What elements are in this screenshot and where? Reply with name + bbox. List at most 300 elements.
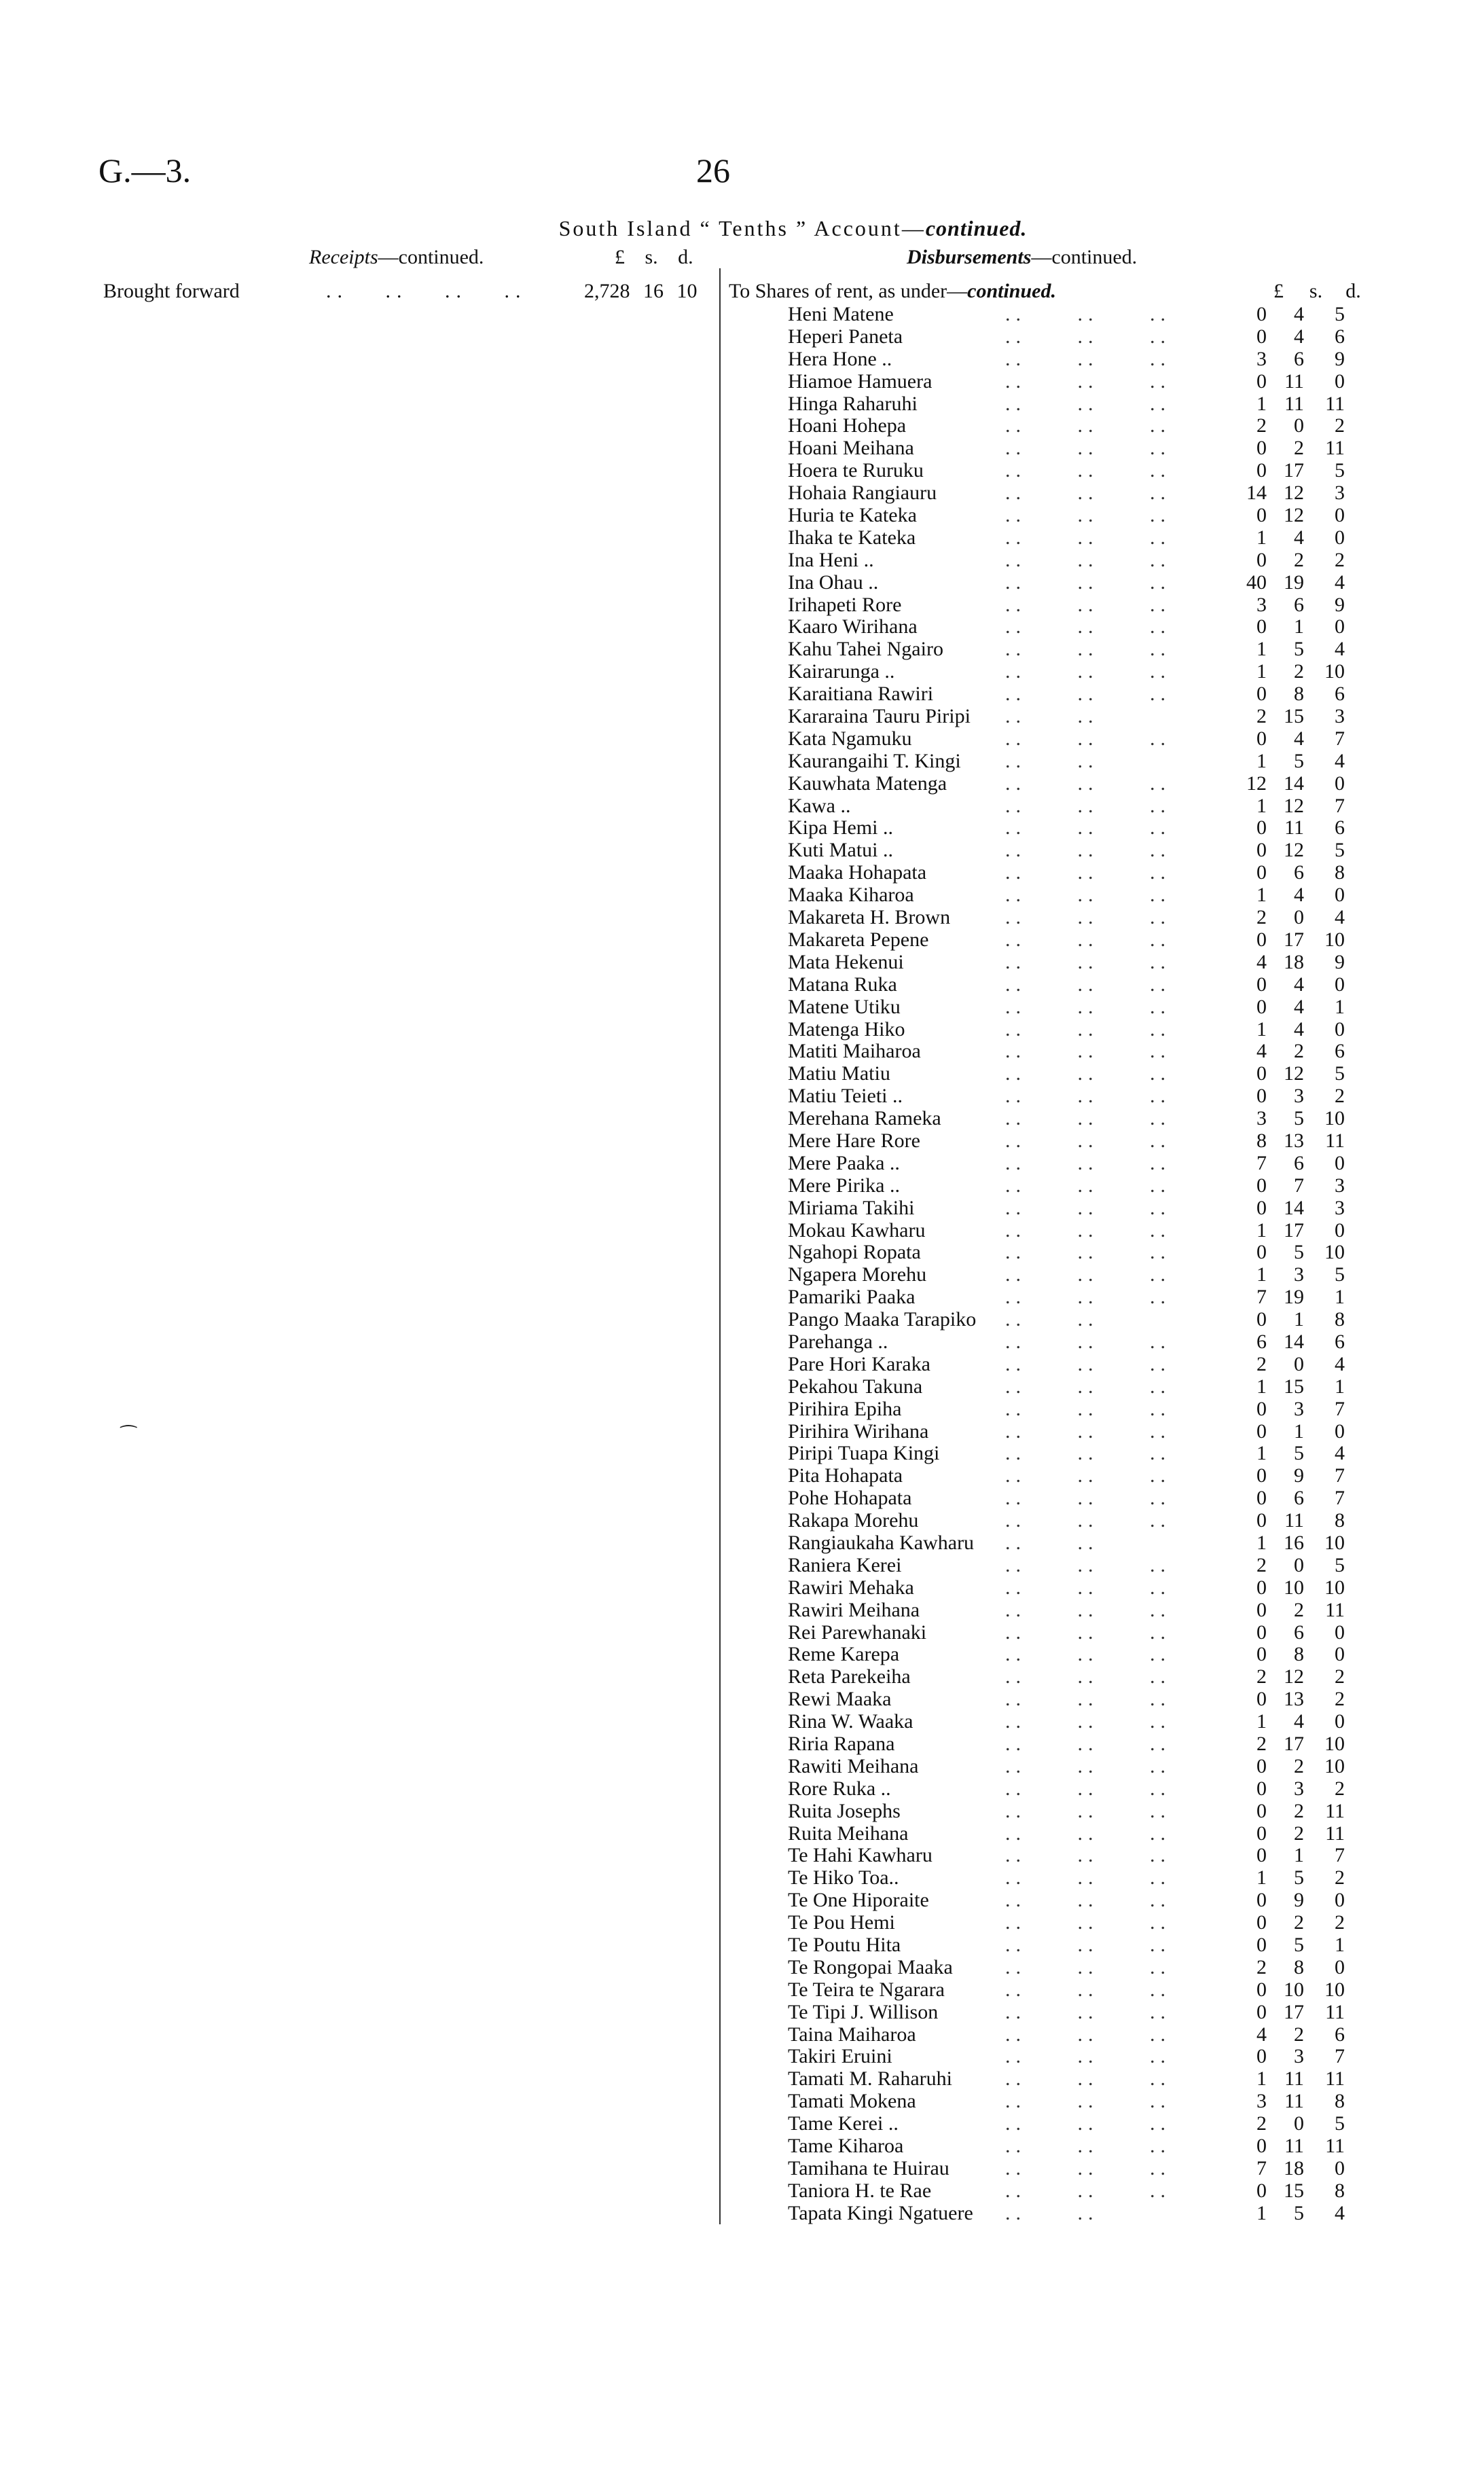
- pence-head: d.: [1345, 280, 1361, 302]
- table-row: [788, 1063, 1358, 1085]
- entry-name: Kahu Tahei Ngairo: [788, 638, 943, 661]
- leader-dots: .. .. ..: [1005, 884, 1171, 907]
- leader-dots: .. .. ..: [1005, 1196, 1171, 1219]
- shillings-value: 17: [1284, 1733, 1304, 1755]
- entry-name: Mere Pirika ..: [788, 1174, 900, 1197]
- shillings-value: 2: [1294, 1598, 1304, 1621]
- pence-value: 4: [1335, 906, 1345, 929]
- brought-forward-amount: 2,728 16 10: [584, 280, 698, 302]
- pounds-value: 7: [1256, 1151, 1267, 1174]
- table-row: [788, 616, 1358, 638]
- pounds-value: 0: [1256, 1576, 1267, 1599]
- table-row: [788, 1220, 1358, 1242]
- leader-dots: .. .. ..: [1005, 1576, 1171, 1599]
- shillings-value: 12: [1284, 839, 1304, 862]
- table-row: [788, 1153, 1358, 1175]
- table-row: [788, 1085, 1358, 1108]
- shillings-value: 11: [1284, 2135, 1304, 2158]
- leader-dots: .. .. ..: [1005, 1330, 1171, 1353]
- leader-dots: .. .. ..: [1005, 1754, 1171, 1777]
- pounds-value: 7: [1256, 2156, 1267, 2179]
- leader-dots: .. .. ..: [1005, 303, 1171, 325]
- leader-dots: .. .. ..: [1005, 638, 1171, 661]
- pounds-value: 3: [1256, 1107, 1267, 1130]
- entry-name: Ina Ohau ..: [788, 571, 879, 594]
- pounds-value: 1: [1256, 2067, 1267, 2091]
- entry-name: Tame Kiharoa: [788, 2135, 904, 2158]
- pounds-value: 0: [1256, 1196, 1267, 1219]
- leader-dots: .. .. ..: [1005, 861, 1171, 884]
- leader-dots: .. .. ..: [1005, 1085, 1171, 1108]
- entry-name: Makareta H. Brown: [788, 906, 951, 929]
- pounds-value: 2: [1256, 1955, 1267, 1978]
- shillings-value: 6: [1294, 347, 1304, 370]
- entry-name: Reme Karepa: [788, 1643, 900, 1666]
- leader-dots: .. .. ..: [1005, 727, 1171, 750]
- leader-dots: .. .. ..: [1005, 2045, 1171, 2068]
- shillings-value: 4: [1294, 1017, 1304, 1041]
- pence-value: 11: [1325, 437, 1345, 460]
- entry-name: Matana Ruka: [788, 973, 897, 996]
- entry-name: Pita Hohapata: [788, 1464, 903, 1487]
- shares-label-italic: continued.: [967, 280, 1056, 302]
- entry-name: Miriama Takihi: [788, 1196, 915, 1219]
- shillings-value: 5: [1294, 1866, 1304, 1889]
- stray-ink-mark: ⁀: [121, 1426, 137, 1447]
- pence-value: 0: [1335, 772, 1345, 795]
- shillings-value: 6: [1294, 1151, 1304, 1174]
- pence-value: 11: [1325, 1799, 1345, 1822]
- shares-label: [729, 280, 1056, 303]
- pence-value: 0: [1335, 884, 1345, 907]
- leader-dots: .. .. ..: [1005, 1487, 1171, 1510]
- pence-value: 6: [1335, 816, 1345, 839]
- shillings-value: 17: [1284, 1218, 1304, 1242]
- pence-value: 0: [1335, 1955, 1345, 1978]
- table-row: [788, 371, 1358, 393]
- leader-dots: .. .. ..: [1005, 347, 1171, 370]
- leader-dots: .. .. ..: [1005, 1397, 1171, 1420]
- leader-dots: .. .. ..: [1005, 1598, 1171, 1621]
- pounds-value: 0: [1256, 615, 1267, 638]
- table-row: [788, 1532, 1358, 1555]
- entry-name: Te Pou Hemi: [788, 1911, 895, 1934]
- pence-value: 4: [1335, 1352, 1345, 1375]
- table-row: [788, 2024, 1358, 2046]
- pounds-value: 0: [1256, 1934, 1267, 1957]
- leader-dots: .. .. ..: [1005, 615, 1171, 638]
- pounds-value: 0: [1256, 2045, 1267, 2068]
- pounds-value: 1: [1256, 1442, 1267, 1465]
- leader-dots: .. .. ..: [1005, 2179, 1171, 2202]
- shillings-value: 1: [1294, 1419, 1304, 1443]
- pence-value: 11: [1325, 392, 1345, 415]
- pounds-value: 0: [1256, 2179, 1267, 2202]
- leader-dots: .. .. ..: [1005, 1017, 1171, 1041]
- leader-dots: .. .. ..: [1005, 2112, 1171, 2135]
- pence-value: 2: [1335, 1085, 1345, 1108]
- shillings-value: 9: [1294, 1889, 1304, 1912]
- shillings-value: 15: [1284, 1375, 1304, 1398]
- table-row: [788, 1666, 1358, 1688]
- leader-dots: .. .. ..: [1005, 437, 1171, 460]
- leader-dots: .. .. ..: [1005, 1286, 1171, 1309]
- leader-dots: .. .. ..: [1005, 1241, 1171, 1264]
- entry-name: Hohaia Rangiauru: [788, 482, 937, 505]
- shillings-value: 14: [1284, 1330, 1304, 1353]
- shillings-value: 1: [1294, 1844, 1304, 1867]
- entry-name: Kuti Matui ..: [788, 839, 893, 862]
- pence-value: 2: [1335, 1688, 1345, 1711]
- leader-dots: .. .. ..: [1005, 1263, 1171, 1286]
- table-row: [788, 482, 1358, 505]
- pence-value: 3: [1335, 705, 1345, 728]
- pounds-value: 0: [1256, 1889, 1267, 1912]
- pence-value: 7: [1335, 1397, 1345, 1420]
- shillings-value: 4: [1294, 884, 1304, 907]
- entry-name: Kararaina Tauru Piripi: [788, 705, 971, 728]
- shillings-value: 12: [1284, 504, 1304, 527]
- table-row: [788, 1957, 1358, 1979]
- pence-value: 0: [1335, 526, 1345, 549]
- pounds-head: £: [1273, 280, 1284, 302]
- shillings-value: 2: [1294, 1799, 1304, 1822]
- pounds-value: 0: [1256, 1643, 1267, 1666]
- pounds-value: 0: [1256, 1397, 1267, 1420]
- table-row: [788, 884, 1358, 907]
- table-row: [788, 683, 1358, 706]
- pence-value: 7: [1335, 1844, 1345, 1867]
- table-row: [788, 1242, 1358, 1264]
- entry-name: Ruita Meihana: [788, 1822, 909, 1845]
- leader-dots: .. .. ..: [1005, 928, 1171, 951]
- leader-dots: .. .. ..: [1005, 1509, 1171, 1532]
- shillings-value: 0: [1294, 1553, 1304, 1576]
- pence-value: 5: [1335, 303, 1345, 325]
- pence-value: 5: [1335, 2112, 1345, 2135]
- pence-value: 6: [1335, 325, 1345, 348]
- shillings-value: 8: [1294, 683, 1304, 706]
- shillings-value: 6: [1294, 1621, 1304, 1644]
- table-row: [788, 1443, 1358, 1465]
- brought-forward-dots: .. .. .. ..: [326, 280, 527, 302]
- table-row: [788, 1331, 1358, 1354]
- leader-dots: .. .. ..: [1005, 995, 1171, 1018]
- shillings-value: 10: [1284, 1576, 1304, 1599]
- leader-dots: .. .. ..: [1005, 1710, 1171, 1733]
- table-row: [788, 1778, 1358, 1801]
- leader-dots: .. .. ..: [1005, 593, 1171, 616]
- entry-name: Reta Parekeiha: [788, 1665, 911, 1688]
- entry-name: Pamariki Paaka: [788, 1286, 916, 1309]
- pence-value: 7: [1335, 727, 1345, 750]
- leader-dots: .. ..: [1005, 1308, 1099, 1331]
- entry-name: Pirihira Epiha: [788, 1397, 902, 1420]
- entry-name: Ngapera Morehu: [788, 1263, 927, 1286]
- pounds-value: 8: [1256, 1129, 1267, 1152]
- shillings-value: 0: [1294, 1352, 1304, 1375]
- pence-value: 0: [1335, 1017, 1345, 1041]
- entry-name: Raniera Kerei: [788, 1553, 902, 1576]
- entry-name: Rawiti Meihana: [788, 1754, 919, 1777]
- table-row: [788, 2180, 1358, 2203]
- entry-name: Piripi Tuapa Kingi: [788, 1442, 940, 1465]
- pence-value: 2: [1335, 1665, 1345, 1688]
- pounds-value: 0: [1256, 2000, 1267, 2023]
- shillings-value: 2: [1294, 1822, 1304, 1845]
- entry-name: Kata Ngamuku: [788, 727, 912, 750]
- entry-name: Ngahopi Ropata: [788, 1241, 921, 1264]
- receipts-heading: [309, 246, 484, 269]
- table-row: [788, 1756, 1358, 1778]
- pounds-value: 6: [1256, 1330, 1267, 1353]
- table-row: [788, 1733, 1358, 1756]
- leader-dots: .. .. ..: [1005, 2135, 1171, 2158]
- leader-dots: .. .. ..: [1005, 1911, 1171, 1934]
- table-row: [788, 437, 1358, 460]
- pounds-value: 2: [1256, 1733, 1267, 1755]
- leader-dots: .. .. ..: [1005, 1129, 1171, 1152]
- table-row: [788, 1421, 1358, 1443]
- pounds-value: 0: [1256, 816, 1267, 839]
- table-row: [788, 1398, 1358, 1421]
- leader-dots: .. .. ..: [1005, 683, 1171, 706]
- leader-dots: .. .. ..: [1005, 816, 1171, 839]
- pounds-value: 0: [1256, 459, 1267, 482]
- table-row: [788, 1555, 1358, 1577]
- table-row: [788, 952, 1358, 974]
- leader-dots: .. .. ..: [1005, 459, 1171, 482]
- pounds-value: 1: [1256, 1017, 1267, 1041]
- pounds-value: 0: [1256, 1777, 1267, 1800]
- leader-dots: .. .. ..: [1005, 1352, 1171, 1375]
- pence-value: 11: [1325, 1822, 1345, 1845]
- table-row: [788, 594, 1358, 617]
- shillings-value: 5: [1294, 1107, 1304, 1130]
- table-row: [788, 1108, 1358, 1130]
- entry-name: Mokau Kawharu: [788, 1218, 926, 1242]
- leader-dots: .. .. ..: [1005, 1777, 1171, 1800]
- pence-value: 4: [1335, 571, 1345, 594]
- pounds-value: 0: [1256, 1754, 1267, 1777]
- pence-value: 1: [1335, 1375, 1345, 1398]
- pounds-value: 1: [1256, 1710, 1267, 1733]
- page-title: [0, 216, 1484, 241]
- table-row: [788, 1644, 1358, 1666]
- shillings-value: 0: [1294, 414, 1304, 437]
- pounds-value: 2: [1256, 705, 1267, 728]
- pence-value: 7: [1335, 1464, 1345, 1487]
- entry-name: Pirihira Wirihana: [788, 1419, 929, 1443]
- table-row: [788, 1264, 1358, 1286]
- table-row: [788, 1309, 1358, 1331]
- table-row: [788, 1934, 1358, 1957]
- table-row: [788, 527, 1358, 549]
- table-row: [788, 907, 1358, 929]
- entry-name: Te Rongopai Maaka: [788, 1955, 953, 1978]
- pence-value: 0: [1335, 1889, 1345, 1912]
- pence-value: 3: [1335, 1174, 1345, 1197]
- pence-value: 0: [1335, 1643, 1345, 1666]
- leader-dots: .. .. ..: [1005, 482, 1171, 505]
- entry-name: Parehanga ..: [788, 1330, 888, 1353]
- entry-name: Ihaka te Kateka: [788, 526, 916, 549]
- pence-value: 10: [1324, 1531, 1345, 1554]
- shillings-value: 3: [1294, 1777, 1304, 1800]
- table-row: [788, 706, 1358, 728]
- shillings-value: 2: [1294, 660, 1304, 683]
- pence-value: 10: [1324, 1107, 1345, 1130]
- pounds-value: 0: [1256, 839, 1267, 862]
- pence-value: 10: [1324, 1754, 1345, 1777]
- shillings-value: 17: [1284, 928, 1304, 951]
- table-row: [788, 304, 1358, 326]
- table-row: [788, 505, 1358, 527]
- entry-name: Matenga Hiko: [788, 1017, 905, 1041]
- pounds-value: 3: [1256, 593, 1267, 616]
- pounds-value: 0: [1256, 861, 1267, 884]
- pence-value: 0: [1335, 504, 1345, 527]
- table-row: [788, 1599, 1358, 1622]
- leader-dots: .. .. ..: [1005, 1643, 1171, 1666]
- amount-column-heads: [1260, 280, 1372, 303]
- pounds-value: 1: [1256, 638, 1267, 661]
- leader-dots: .. .. ..: [1005, 1174, 1171, 1197]
- shillings-head: s.: [1309, 280, 1323, 302]
- shillings-value: 5: [1294, 638, 1304, 661]
- entry-name: Te Teira te Ngarara: [788, 1978, 945, 2001]
- leader-dots: .. .. ..: [1005, 1955, 1171, 1978]
- entry-name: Rawiri Mehaka: [788, 1576, 914, 1599]
- table-row: [788, 1041, 1358, 1063]
- entry-name: Kipa Hemi ..: [788, 816, 893, 839]
- leader-dots: .. .. ..: [1005, 1442, 1171, 1465]
- table-row: [788, 1354, 1358, 1376]
- entry-name: Hoani Hohepa: [788, 414, 907, 437]
- leader-dots: .. .. ..: [1005, 571, 1171, 594]
- shillings-value: 5: [1294, 1442, 1304, 1465]
- column-divider: [719, 268, 721, 2224]
- disbursements-heading: [907, 246, 1137, 269]
- entry-name: Taniora H. te Rae: [788, 2179, 932, 2202]
- leader-dots: .. .. ..: [1005, 392, 1171, 415]
- leader-dots: .. .. ..: [1005, 1621, 1171, 1644]
- pounds-value: 0: [1256, 1062, 1267, 1085]
- leader-dots: .. .. ..: [1005, 1822, 1171, 1845]
- entry-name: Matiu Teieti ..: [788, 1085, 903, 1108]
- pence-value: 3: [1335, 482, 1345, 505]
- leader-dots: .. .. ..: [1005, 1218, 1171, 1242]
- entry-name: Te Poutu Hita: [788, 1934, 901, 1957]
- pence-value: 11: [1325, 2067, 1345, 2091]
- table-row: [788, 1979, 1358, 2002]
- entry-name: Pare Hori Karaka: [788, 1352, 930, 1375]
- entry-name: Kauwhata Matenga: [788, 772, 947, 795]
- pence-value: 0: [1335, 1710, 1345, 1733]
- entry-name: Kaaro Wirihana: [788, 615, 918, 638]
- pounds-value: 0: [1256, 995, 1267, 1018]
- pounds-value: 0: [1256, 437, 1267, 460]
- pounds-value: 0: [1256, 303, 1267, 325]
- table-row: [788, 638, 1358, 661]
- table-row: [788, 773, 1358, 795]
- pence-value: 6: [1335, 2023, 1345, 2046]
- leader-dots: .. .. ..: [1005, 950, 1171, 973]
- leader-dots: .. .. ..: [1005, 2090, 1171, 2113]
- shillings-value: 3: [1294, 1263, 1304, 1286]
- entry-name: Rewi Maaka: [788, 1688, 892, 1711]
- pounds-value: 1: [1256, 1375, 1267, 1398]
- pounds-value: 0: [1256, 1799, 1267, 1822]
- shillings-value: 4: [1294, 995, 1304, 1018]
- table-row: [788, 348, 1358, 371]
- leader-dots: .. .. ..: [1005, 1419, 1171, 1443]
- table-row: [788, 661, 1358, 683]
- disbursements-heading-rest: —continued.: [1031, 246, 1138, 268]
- table-row: [788, 460, 1358, 482]
- entry-name: Riria Rapana: [788, 1733, 895, 1755]
- table-row: [788, 974, 1358, 996]
- table-row: [788, 572, 1358, 594]
- pounds-value: 0: [1256, 504, 1267, 527]
- entry-name: Tame Kerei ..: [788, 2112, 899, 2135]
- entry-name: Te One Hiporaite: [788, 1889, 929, 1912]
- shillings-value: 9: [1294, 1464, 1304, 1487]
- pounds-value: 1: [1256, 749, 1267, 772]
- entry-name: Huria te Kateka: [788, 504, 917, 527]
- pounds-value: 0: [1256, 928, 1267, 951]
- pence-value: 10: [1324, 1241, 1345, 1264]
- title-main: South Island “ Tenths ” Account—: [558, 216, 926, 240]
- table-row: [788, 2091, 1358, 2113]
- pounds-value: 0: [1256, 1688, 1267, 1711]
- table-row: [788, 728, 1358, 750]
- table-row: [788, 1286, 1358, 1309]
- shillings-value: 13: [1284, 1129, 1304, 1152]
- pence-value: 5: [1335, 839, 1345, 862]
- pounds-value: 0: [1256, 1487, 1267, 1510]
- table-row: [788, 817, 1358, 839]
- pounds-value: 14: [1246, 482, 1267, 505]
- shillings-value: 7: [1294, 1174, 1304, 1197]
- table-row: [788, 1711, 1358, 1733]
- entry-name: Mere Hare Rore: [788, 1129, 920, 1152]
- page-reference: G.—3.: [98, 151, 192, 189]
- leader-dots: .. .. ..: [1005, 1688, 1171, 1711]
- pounds-value: 0: [1256, 1978, 1267, 2001]
- pence-value: 4: [1335, 638, 1345, 661]
- shillings-value: 14: [1284, 772, 1304, 795]
- pounds-value: 0: [1256, 973, 1267, 996]
- table-row: [788, 2158, 1358, 2180]
- pounds-value: 0: [1256, 1911, 1267, 1934]
- pounds-value: 0: [1256, 1419, 1267, 1443]
- pounds-value: 2: [1256, 414, 1267, 437]
- shillings-value: 12: [1284, 1665, 1304, 1688]
- shillings-value: 11: [1284, 2067, 1304, 2091]
- table-row: [788, 2046, 1358, 2068]
- shillings-value: 2: [1294, 1040, 1304, 1063]
- receipts-column-heads: £ s. d.: [615, 246, 693, 268]
- pence-value: 0: [1335, 1151, 1345, 1174]
- shillings-value: 14: [1284, 1196, 1304, 1219]
- shillings-value: 0: [1294, 906, 1304, 929]
- leader-dots: .. .. ..: [1005, 325, 1171, 348]
- entry-name: Kawa ..: [788, 794, 851, 817]
- shillings-value: 4: [1294, 973, 1304, 996]
- pence-value: 8: [1335, 2179, 1345, 2202]
- table-row: [788, 862, 1358, 884]
